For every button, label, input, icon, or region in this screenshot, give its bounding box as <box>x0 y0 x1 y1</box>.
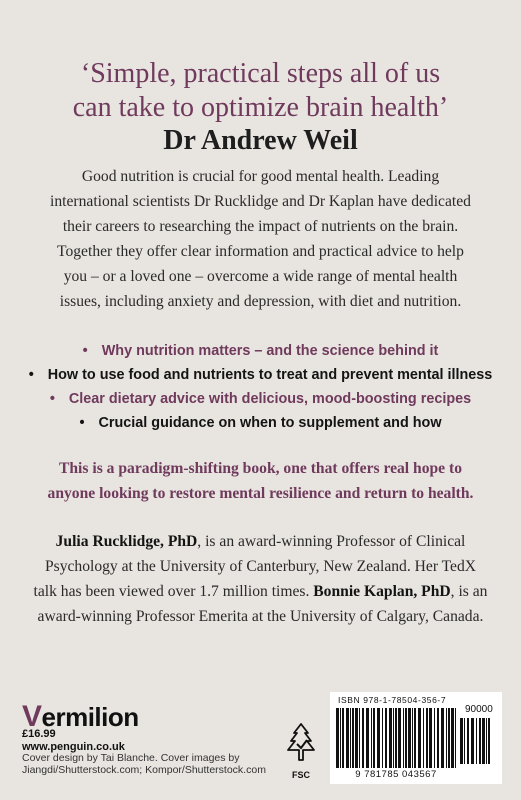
barcode-bar <box>350 708 351 768</box>
bullet-item <box>0 343 521 359</box>
blurb-line: you – or a loved one – overcome a wide range of mental health <box>63 268 458 285</box>
blurb-line: international scientists Dr Rucklidge and Dr Kaplan have dedicated <box>50 193 471 210</box>
barcode-bar <box>488 718 490 764</box>
bio-line-2: Psychology at the University of Canterbury, New Zealand. Her TedX <box>44 558 477 575</box>
barcode-bar <box>446 708 447 768</box>
bio-line-1 <box>0 533 521 551</box>
logo-text: ermilion <box>41 702 139 732</box>
barcode-bar <box>467 718 469 764</box>
barcode-bar <box>340 708 341 768</box>
bio-line-3 <box>0 583 521 601</box>
publisher-website: www.penguin.co.uk <box>22 741 125 753</box>
isbn-text: ISBN 978-1-78504-356-7 <box>338 695 447 705</box>
barcode-bar <box>471 718 474 764</box>
barcode-bar <box>412 708 413 768</box>
bullet-item <box>0 367 521 383</box>
barcode-bar <box>403 708 404 768</box>
bio-text: , is an award-winning Professor of Clinical <box>197 533 466 550</box>
barcode-bar <box>426 708 428 768</box>
barcode-bars <box>336 708 460 770</box>
bullet-text: How to use food and nutrients to treat and prevent mental illness <box>47 367 493 383</box>
author-1-name: Julia Rucklidge, PhD <box>55 533 198 550</box>
bullet-text: Why nutrition matters – and the science behind it <box>101 343 439 359</box>
barcode-bar <box>437 708 439 768</box>
bullet-dot: • <box>49 391 55 407</box>
bullet-text: Clear dietary advice with delicious, mood-boosting recipes <box>68 391 472 407</box>
barcode <box>330 692 502 784</box>
barcode-bar <box>479 718 481 764</box>
barcode-bar <box>342 708 344 768</box>
barcode-bar <box>373 708 375 768</box>
barcode-bar <box>359 708 360 768</box>
barcode-bar <box>460 718 463 764</box>
bullet-dot: • <box>79 415 85 431</box>
highlight-line-1: This is a paradigm-shifting book, one that offers real hope to <box>58 460 462 477</box>
barcode-bar <box>336 708 339 768</box>
barcode-bar <box>482 718 485 764</box>
barcode-bar <box>398 708 401 768</box>
barcode-bar <box>441 708 444 768</box>
barcode-bar <box>385 708 387 768</box>
cover-credit: Jiangdi/Shutterstock.com; Kompor/Shutterstock.com <box>22 764 266 776</box>
barcode-bar <box>352 708 354 768</box>
author-2-name: Bonnie Kaplan, PhD <box>313 583 451 600</box>
bio-line-4: award-winning Professor Emerita at the University of Calgary, Canada. <box>37 608 484 625</box>
price: £16.99 <box>22 728 56 740</box>
barcode-bar <box>366 708 369 768</box>
barcode-bar <box>476 718 477 764</box>
barcode-bar <box>393 708 394 768</box>
barcode-bar <box>455 708 456 768</box>
barcode-bar <box>382 708 383 768</box>
bullet-item <box>0 415 521 431</box>
bio-text: talk has been viewed over 1.7 million times. <box>33 583 314 600</box>
barcode-bar <box>377 708 380 768</box>
barcode-bar <box>371 708 372 768</box>
cover-credit: Cover design by Tai Blanche. Cover images by <box>22 752 240 764</box>
barcode-bar <box>395 708 397 768</box>
bullet-text: Crucial guidance on when to supplement and how <box>98 415 442 431</box>
barcode-bar <box>429 708 432 768</box>
barcode-bar <box>423 708 424 768</box>
barcode-bar <box>434 708 435 768</box>
barcode-bar <box>355 708 358 768</box>
price-code: 90000 <box>465 704 493 715</box>
blurb-line: their careers to researching the impact of nutrients on the brain. <box>62 218 459 235</box>
barcode-bar <box>418 708 421 768</box>
bullet-dot: • <box>28 367 34 383</box>
barcode-number: 9 781785 043567 <box>355 769 437 780</box>
price-code-bars <box>460 718 494 766</box>
barcode-bar <box>448 708 450 768</box>
barcode-bar <box>408 708 411 768</box>
logo-v: V <box>22 700 42 733</box>
barcode-bar <box>389 708 392 768</box>
fsc-tree-icon <box>285 720 317 775</box>
bio-text: , is an <box>450 583 488 600</box>
fsc-label: FSC <box>292 770 310 780</box>
bullet-item <box>0 391 521 407</box>
barcode-bar <box>414 708 416 768</box>
blurb-line: Good nutrition is crucial for good mental health. Leading <box>81 168 440 185</box>
highlight-line-2: anyone looking to restore mental resilience and return to health. <box>47 485 474 502</box>
bullet-dot: • <box>82 343 88 359</box>
barcode-bar <box>464 718 465 764</box>
barcode-bar <box>486 718 487 764</box>
blurb-line: Together they offer clear information and practical advice to help <box>57 243 464 260</box>
barcode-bar <box>346 708 349 768</box>
quote-line-2: can take to optimize brain health’ <box>72 92 449 123</box>
blurb-line: issues, including anxiety and depression, with diet and nutrition. <box>59 293 462 310</box>
quote-line-1: ‘Simple, practical steps all of us <box>80 58 441 89</box>
barcode-bar <box>451 708 454 768</box>
barcode-bar <box>362 708 364 768</box>
barcode-bar <box>405 708 407 768</box>
quote-author: Dr Andrew Weil <box>163 125 358 156</box>
